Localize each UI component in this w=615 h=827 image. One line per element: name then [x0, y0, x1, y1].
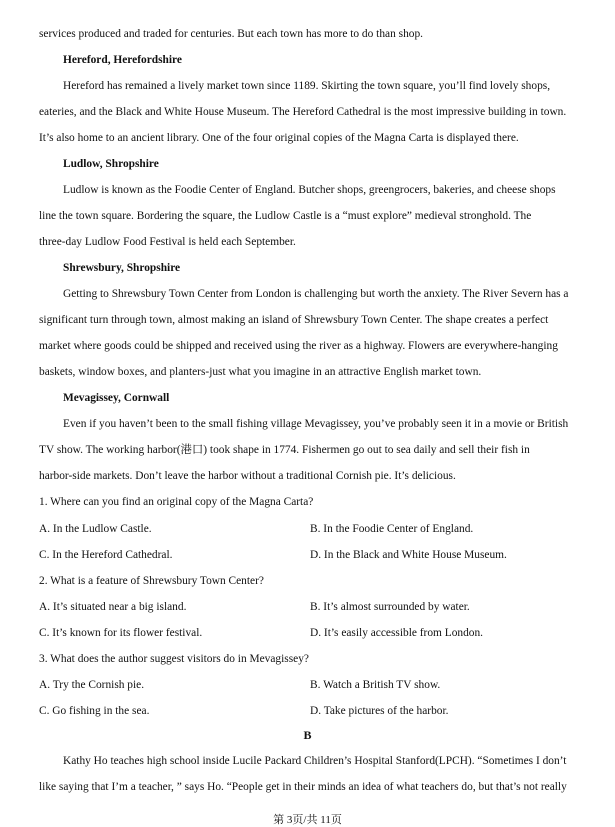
text-line: services produced and traded for centuries. But each town has more to do than shop. — [39, 28, 423, 40]
text-line: Getting to Shrewsbury Town Center from London is challenging but worth the anxiety. The River Severn has a — [63, 288, 569, 300]
section-heading-mevagissey: Mevagissey, Cornwall — [63, 392, 170, 404]
question-stem: 1. Where can you find an original copy of the Magna Carta? — [39, 496, 314, 508]
option-d: D. In the Black and White House Museum. — [310, 549, 507, 561]
text-line: harbor-side markets. Don’t leave the harbor without a traditional Cornish pie. It’s delicious. — [39, 470, 456, 482]
text-line: like saying that I’m a teacher, ” says Ho. “People get in their minds an idea of what teachers do, but that’s not really — [39, 781, 567, 793]
text-line: line the town square. Bordering the square, the Ludlow Castle is a “must explore” medieval stronghold. The — [39, 210, 532, 222]
option-b: B. It’s almost surrounded by water. — [310, 601, 470, 613]
section-heading-hereford: Hereford, Herefordshire — [63, 54, 182, 66]
option-a: A. It’s situated near a big island. — [39, 601, 187, 613]
text-line: eateries, and the Black and White House Museum. The Hereford Cathedral is the most impressive building in town. — [39, 106, 567, 118]
option-c: C. In the Hereford Cathedral. — [39, 549, 173, 561]
question-stem: 2. What is a feature of Shrewsbury Town Center? — [39, 575, 264, 587]
page-number-footer: 第 3页/共 11页 — [273, 814, 342, 826]
text-line: significant turn through town, almost making an island of Shrewsbury Town Center. The shape creates a perfect — [39, 314, 549, 326]
option-c: C. Go fishing in the sea. — [39, 705, 150, 717]
text-line: TV show. The working harbor(港口) took shape in 1774. Fishermen go out to sea daily and sell their fish in — [39, 444, 530, 456]
text-line: baskets, window boxes, and planters-just what you imagine in an attractive English market town. — [39, 366, 482, 378]
section-b-heading: B — [303, 728, 312, 742]
text-line: It’s also home to an ancient library. One of the four original copies of the Magna Carta is displayed there. — [39, 132, 519, 144]
option-a: A. Try the Cornish pie. — [39, 679, 145, 691]
text-line: three-day Ludlow Food Festival is held each September. — [39, 236, 296, 248]
text-line: Kathy Ho teaches high school inside Lucile Packard Children’s Hospital Stanford(LPCH). “Sometimes I don’t — [63, 755, 567, 767]
option-d: D. It’s easily accessible from London. — [310, 627, 484, 639]
section-heading-shrewsbury: Shrewsbury, Shropshire — [63, 262, 181, 274]
text-line: Hereford has remained a lively market town since 1189. Skirting the town square, you’ll find lovely shops, — [63, 80, 551, 92]
question-stem: 3. What does the author suggest visitors do in Mevagissey? — [39, 653, 309, 665]
option-b: B. Watch a British TV show. — [310, 679, 441, 691]
option-c: C. It’s known for its flower festival. — [39, 627, 203, 639]
text-line: Ludlow is known as the Foodie Center of England. Butcher shops, greengrocers, bakeries, and cheese shops — [63, 184, 556, 196]
option-d: D. Take pictures of the harbor. — [310, 705, 449, 717]
option-b: B. In the Foodie Center of England. — [310, 523, 474, 535]
section-heading-ludlow: Ludlow, Shropshire — [63, 158, 159, 170]
option-a: A. In the Ludlow Castle. — [39, 523, 152, 535]
text-line: Even if you haven’t been to the small fishing village Mevagissey, you’ve probably seen it in a movie or British — [63, 418, 569, 430]
text-line: market where goods could be shipped and received using the river as a highway. Flowers are everywhere-hanging — [39, 340, 558, 352]
